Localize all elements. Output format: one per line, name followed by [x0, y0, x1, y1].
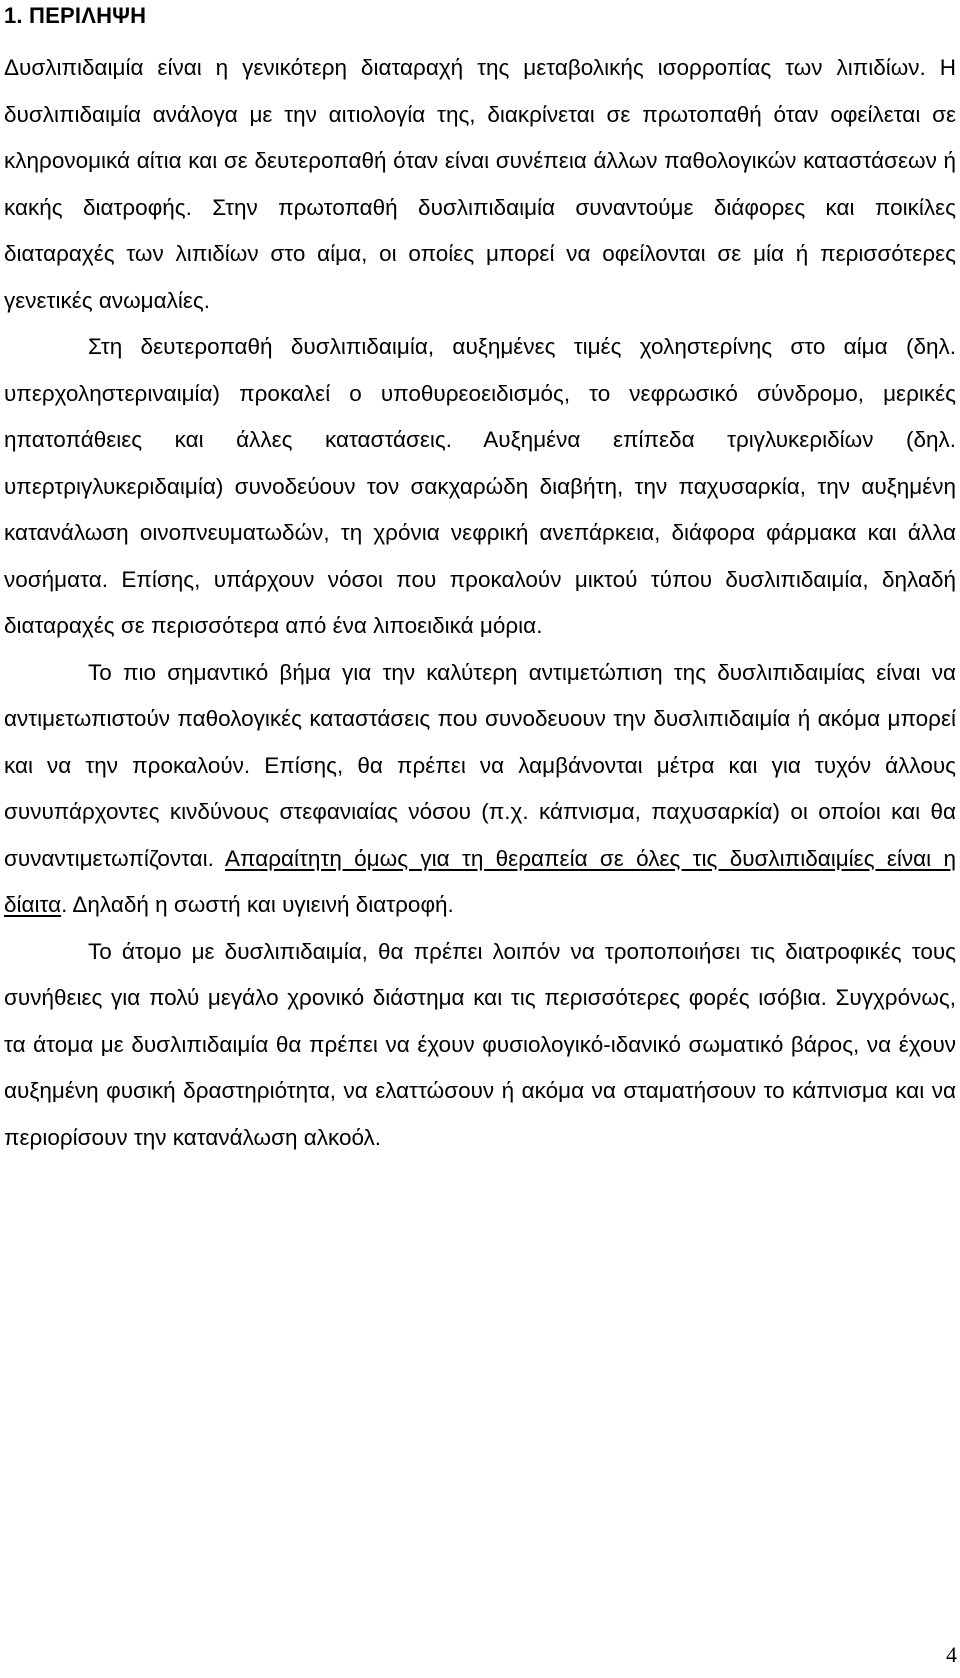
diet-explanation-text: . Δηλαδή η σωστή και υγιεινή διατροφή. — [61, 892, 454, 917]
page-number: 4 — [946, 1642, 957, 1667]
paragraph-summary-intro: Δυσλιπιδαιμία είναι η γενικότερη διαταραχή της μεταβολικής ισορροπίας των λιπιδίων. Η δυσλιπιδαιμία ανάλογα με την αιτιολογία της, διακρίνεται σε πρωτοπαθή όταν οφείλεται σε κληρονομικά αίτια και σε δευτεροπαθή όταν είναι συνέπεια άλλων παθολογικών καταστάσεων ή κακής διατροφής. Στην πρωτοπαθή δυσλιπιδαιμία συναντούμε διάφορες και ποικίλες διαταραχές των λιπιδίων στο αίμα, οι οποίες μπορεί να οφείλονται σε μία ή περισσότερες γενετικές ανωμαλίες. — [4, 55, 956, 313]
treatment-text: Το πιο σημαντικό βήμα για την καλύτερη αντιμετώπιση της δυσλιπιδαιμίας είναι να αντιμετωπιστούν παθολογικές καταστάσεις που συνοδευουν την δυσλιπιδαιμία ή ακόμα μπορεί και να την προκαλούν. Επίσης, θα πρέπει να λαμβάνονται μέτρα και για τυχόν άλλους συνυπάρχοντες κινδύνους στεφανιαίας νόσου (π.χ. κάπνισμα, παχυσαρκία) οι οποίοι και θα συναντιμετωπίζονται. — [4, 659, 956, 871]
diet-emphasis-text: Απαραίτητη όμως για τη θεραπεία σε όλες τις δυσλιπιδαιμίες είναι η δίαιτα — [4, 845, 956, 917]
paragraph-secondary-dyslipidemia: Στη δευτεροπαθή δυσλιπιδαιμία, αυξημένες τιμές χοληστερίνης στο αίμα (δηλ. υπερχοληστεριναιμία) προκαλεί ο υποθυρεοειδισμός, το νεφρωσικό σύνδρομο, μερικές ηπατοπάθειες και άλλες καταστάσεις. Αυξημένα επίπεδα τριγλυκεριδίων (δηλ. υπερτριγλυκεριδαιμία) συνοδεύουν τον σακχαρώδη διαβήτη, την παχυσαρκία, την αυξημένη κατανάλωση οινοπνευματωδών, τη χρόνια νεφρική ανεπάρκεια, διάφορα φάρμακα και άλλα νοσήματα. Επίσης, υπάρχουν νόσοι που προκαλούν μικτού τύπου δυσλιπιδαιμία, δηλαδή διαταραχές σε περισσότερα από ένα λιποειδικά μόρια. — [4, 334, 956, 638]
document-body — [4, 45, 956, 1161]
paragraph-treatment — [4, 650, 956, 929]
paragraph-lifestyle: Το άτομο με δυσλιπιδαιμία, θα πρέπει λοιπόν να τροποποιήσει τις διατροφικές τους συνήθειες για πολύ μεγάλο χρονικό διάστημα και τις περισσότερες φορές ισόβια. Συγχρόνως, τα άτομα με δυσλιπιδαιμία θα πρέπει να έχουν φυσιολογικό-ιδανικό σωματικό βάρος, να έχουν αυξημένη φυσική δραστηριότητα, να ελαττώσουν ή ακόμα να σταματήσουν το κάπνισμα και να περιορίσουν την κατανάλωση αλκοόλ. — [4, 938, 956, 1150]
section-heading: 1. ΠΕΡΙΛΗΨΗ — [4, 3, 147, 28]
